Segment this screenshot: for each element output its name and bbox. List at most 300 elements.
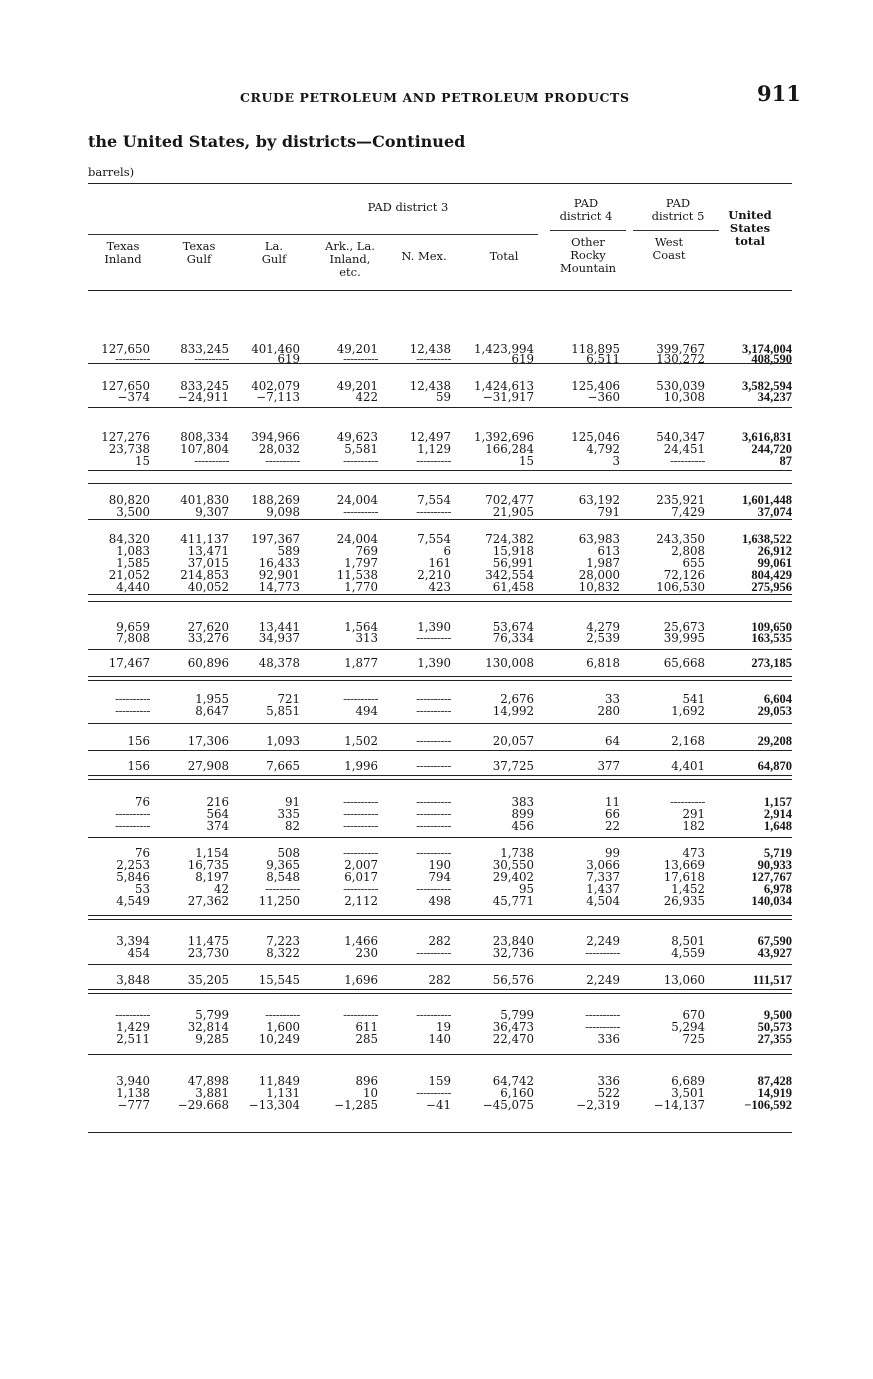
cell-texas-inland: ---------- <box>115 819 150 833</box>
cell-united-states-total: 14,919 <box>757 1086 792 1100</box>
cell-total: 1,392,696 <box>473 430 534 444</box>
cell-texas-inland: 127,276 <box>101 430 150 444</box>
cell-texas-gulf: 16,735 <box>187 858 229 872</box>
cell-total: 29,402 <box>492 870 534 884</box>
cell-united-states-total: 408,590 <box>751 352 792 366</box>
cell-total: 15 <box>518 454 534 468</box>
cell-ark-la-inland: ---------- <box>343 505 378 519</box>
cell-west-coast: 106,530 <box>656 580 705 594</box>
table-title: the United States, by districts—Continued <box>88 132 466 151</box>
cell-united-states-total: 50,573 <box>757 1020 792 1034</box>
table-row <box>88 974 792 987</box>
cell-texas-gulf: 3,881 <box>195 1086 229 1100</box>
cell-texas-gulf: 5,799 <box>195 1008 229 1022</box>
cell-west-coast: 72,126 <box>663 568 705 582</box>
table-row <box>88 947 792 960</box>
cell-total: 619 <box>511 352 534 366</box>
cell-n-mex: ---------- <box>416 795 451 809</box>
cell-other-rocky-mountain: 2,249 <box>586 973 620 987</box>
cell-la-gulf: 394,966 <box>251 430 300 444</box>
cell-united-states-total: 26,912 <box>757 544 792 558</box>
cell-texas-inland: −777 <box>117 1098 150 1112</box>
cell-la-gulf: 82 <box>284 819 300 833</box>
cell-west-coast: 243,350 <box>656 532 705 546</box>
cell-la-gulf: 188,269 <box>251 493 300 507</box>
cell-total: 5,799 <box>500 1008 534 1022</box>
cell-texas-inland: 4,440 <box>116 580 150 594</box>
cell-total: −45,075 <box>482 1098 534 1112</box>
cell-la-gulf: 11,849 <box>258 1074 300 1088</box>
cell-west-coast: 25,673 <box>663 620 705 634</box>
cell-ark-la-inland: ---------- <box>343 692 378 706</box>
cell-united-states-total: 3,616,831 <box>742 430 792 444</box>
cell-total: 61,458 <box>492 580 534 594</box>
cell-total: 32,736 <box>492 946 534 960</box>
cell-other-rocky-mountain: 125,406 <box>571 379 620 393</box>
cell-other-rocky-mountain: 33 <box>604 692 620 706</box>
cell-west-coast: 291 <box>682 807 705 821</box>
cell-texas-gulf: 833,245 <box>180 342 229 356</box>
cell-ark-la-inland: 2,007 <box>344 858 378 872</box>
row-rule <box>88 483 792 484</box>
cell-texas-inland: 80,820 <box>108 493 150 507</box>
cell-ark-la-inland: 1,996 <box>344 759 378 773</box>
cell-la-gulf: 589 <box>277 544 300 558</box>
cell-texas-gulf: 35,205 <box>187 973 229 987</box>
cell-other-rocky-mountain: 522 <box>597 1086 620 1100</box>
cell-texas-gulf: −24,911 <box>177 390 229 404</box>
cell-texas-inland: 5,846 <box>116 870 150 884</box>
cell-texas-inland: 3,394 <box>116 934 150 948</box>
cell-ark-la-inland: 313 <box>355 631 378 645</box>
cell-n-mex: 282 <box>428 934 451 948</box>
cell-la-gulf: 1,600 <box>266 1020 300 1034</box>
cell-other-rocky-mountain: 377 <box>597 759 620 773</box>
cell-united-states-total: 163,535 <box>751 631 792 645</box>
cell-n-mex: 794 <box>428 870 451 884</box>
cell-ark-la-inland: 1,564 <box>344 620 378 634</box>
table-row <box>88 735 792 748</box>
cell-other-rocky-mountain: 613 <box>597 544 620 558</box>
cell-la-gulf: 91 <box>284 795 300 809</box>
cell-west-coast: 65,668 <box>663 656 705 670</box>
cell-texas-inland: 9,659 <box>116 620 150 634</box>
cell-texas-gulf: 214,853 <box>180 568 229 582</box>
row-rule <box>88 993 792 994</box>
cell-united-states-total: 67,590 <box>757 934 792 948</box>
header-la-gulf: La. Gulf <box>261 239 287 266</box>
cell-la-gulf: 721 <box>277 692 300 706</box>
cell-n-mex: 282 <box>428 973 451 987</box>
cell-n-mex: ---------- <box>416 1008 451 1022</box>
cell-united-states-total: 87 <box>779 454 792 468</box>
cell-total: 36,473 <box>492 1020 534 1034</box>
header-total: Total <box>489 249 519 263</box>
cell-n-mex: −41 <box>426 1098 451 1112</box>
header-west-coast: West Coast <box>652 235 686 262</box>
cell-texas-inland: 127,650 <box>101 342 150 356</box>
cell-total: 64,742 <box>492 1074 534 1088</box>
cell-ark-la-inland: 24,004 <box>336 532 378 546</box>
cell-united-states-total: 6,978 <box>763 882 792 896</box>
cell-texas-inland: ---------- <box>115 704 150 718</box>
cell-other-rocky-mountain: 4,279 <box>586 620 620 634</box>
cell-other-rocky-mountain: 66 <box>604 807 620 821</box>
cell-west-coast: 655 <box>682 556 705 570</box>
cell-texas-gulf: 60,896 <box>187 656 229 670</box>
cell-united-states-total: −106,592 <box>744 1098 792 1112</box>
cell-ark-la-inland: ---------- <box>343 1008 378 1022</box>
header-other-rocky-mountain: Other Rocky Mountain <box>559 235 617 275</box>
cell-west-coast: 1,452 <box>671 882 705 896</box>
cell-texas-gulf: 1,154 <box>195 846 229 860</box>
cell-total: 166,284 <box>485 442 534 456</box>
cell-texas-gulf: 401,830 <box>180 493 229 507</box>
cell-texas-gulf: 107,804 <box>180 442 229 456</box>
cell-united-states-total: 1,601,448 <box>742 493 792 507</box>
cell-total: 95 <box>518 882 534 896</box>
cell-n-mex: 12,497 <box>409 430 451 444</box>
cell-other-rocky-mountain: ---------- <box>585 1008 620 1022</box>
cell-total: 1,738 <box>500 846 534 860</box>
cell-ark-la-inland: 1,502 <box>344 734 378 748</box>
cell-n-mex: 7,554 <box>417 493 451 507</box>
pad5-underline <box>633 230 719 231</box>
cell-ark-la-inland: 49,201 <box>336 379 378 393</box>
cell-ark-la-inland: 230 <box>355 946 378 960</box>
row-rule <box>88 519 792 520</box>
cell-total: 45,771 <box>492 894 534 908</box>
cell-west-coast: 8,501 <box>671 934 705 948</box>
cell-texas-gulf: 833,245 <box>180 379 229 393</box>
cell-other-rocky-mountain: 791 <box>597 505 620 519</box>
cell-texas-inland: ---------- <box>115 352 150 366</box>
cell-texas-inland: 21,052 <box>108 568 150 582</box>
cell-ark-la-inland: 49,201 <box>336 342 378 356</box>
cell-united-states-total: 64,870 <box>757 759 792 773</box>
cell-texas-gulf: 17,306 <box>187 734 229 748</box>
cell-n-mex: ---------- <box>416 759 451 773</box>
cell-west-coast: 24,451 <box>663 442 705 456</box>
cell-total: 37,725 <box>492 759 534 773</box>
header-ark-la-inland: Ark., La. Inland, etc. <box>325 239 375 279</box>
cell-texas-gulf: 808,334 <box>180 430 229 444</box>
table-row <box>88 353 792 366</box>
cell-la-gulf: 508 <box>277 846 300 860</box>
row-rule <box>88 601 792 602</box>
cell-other-rocky-mountain: 280 <box>597 704 620 718</box>
cell-la-gulf: 1,093 <box>266 734 300 748</box>
cell-n-mex: ---------- <box>416 692 451 706</box>
row-rule <box>88 470 792 471</box>
cell-united-states-total: 111,517 <box>752 973 792 987</box>
cell-ark-la-inland: 10 <box>362 1086 378 1100</box>
row-rule <box>88 989 792 990</box>
cell-n-mex: ---------- <box>416 704 451 718</box>
cell-west-coast: 3,501 <box>671 1086 705 1100</box>
cell-texas-gulf: 564 <box>206 807 229 821</box>
cell-united-states-total: 3,582,594 <box>742 379 792 393</box>
cell-texas-inland: 1,429 <box>116 1020 150 1034</box>
cell-total: −31,917 <box>482 390 534 404</box>
cell-west-coast: 399,767 <box>656 342 705 356</box>
cell-united-states-total: 29,053 <box>757 704 792 718</box>
cell-west-coast: 13,669 <box>663 858 705 872</box>
cell-ark-la-inland: 1,877 <box>344 656 378 670</box>
cell-texas-gulf: 9,285 <box>195 1032 229 1046</box>
cell-texas-gulf: −29.668 <box>177 1098 229 1112</box>
cell-west-coast: −14,137 <box>653 1098 705 1112</box>
cell-texas-inland: 7,808 <box>116 631 150 645</box>
cell-other-rocky-mountain: −360 <box>587 390 620 404</box>
running-head-title: CRUDE PETROLEUM AND PETROLEUM PRODUCTS <box>240 90 630 105</box>
table-row <box>88 820 792 833</box>
cell-other-rocky-mountain: 1,437 <box>586 882 620 896</box>
cell-texas-inland: −374 <box>117 390 150 404</box>
cell-la-gulf: 92,901 <box>258 568 300 582</box>
cell-la-gulf: ---------- <box>265 882 300 896</box>
table-row <box>88 455 792 468</box>
cell-n-mex: 2,210 <box>417 568 451 582</box>
row-rule <box>88 649 792 650</box>
cell-la-gulf: 9,098 <box>266 505 300 519</box>
cell-texas-inland: 3,940 <box>116 1074 150 1088</box>
cell-n-mex: ---------- <box>416 505 451 519</box>
cell-united-states-total: 1,157 <box>763 795 792 809</box>
cell-texas-inland: 156 <box>127 734 150 748</box>
header-pad-district-4: PAD district 4 <box>559 196 613 223</box>
cell-united-states-total: 1,648 <box>763 819 792 833</box>
cell-n-mex: 1,390 <box>417 656 451 670</box>
cell-texas-gulf: 40,052 <box>187 580 229 594</box>
cell-texas-gulf: 216 <box>206 795 229 809</box>
cell-other-rocky-mountain: 64 <box>604 734 620 748</box>
cell-total: 20,057 <box>492 734 534 748</box>
cell-ark-la-inland: 2,112 <box>344 894 378 908</box>
cell-texas-gulf: 8,647 <box>195 704 229 718</box>
row-rule <box>88 723 792 724</box>
cell-texas-inland: 454 <box>127 946 150 960</box>
cell-united-states-total: 6,604 <box>763 692 792 706</box>
cell-texas-inland: ---------- <box>115 692 150 706</box>
cell-n-mex: 140 <box>428 1032 451 1046</box>
cell-la-gulf: 5,851 <box>266 704 300 718</box>
cell-n-mex: ---------- <box>416 807 451 821</box>
cell-united-states-total: 99,061 <box>757 556 792 570</box>
cell-other-rocky-mountain: 6,818 <box>586 656 620 670</box>
header-pad-district-5: PAD district 5 <box>651 196 705 223</box>
cell-united-states-total: 27,355 <box>757 1032 792 1046</box>
cell-texas-inland: 4,549 <box>116 894 150 908</box>
cell-n-mex: ---------- <box>416 819 451 833</box>
cell-west-coast: 670 <box>682 1008 705 1022</box>
cell-united-states-total: 34,237 <box>757 390 792 404</box>
cell-west-coast: 540,347 <box>656 430 705 444</box>
cell-texas-gulf: 11,475 <box>187 934 229 948</box>
cell-other-rocky-mountain: 3 <box>612 454 620 468</box>
row-rule <box>88 594 792 595</box>
cell-n-mex: ---------- <box>416 846 451 860</box>
cell-texas-inland: 84,320 <box>108 532 150 546</box>
cell-texas-gulf: ---------- <box>194 352 229 366</box>
header-united-states-total: United States total <box>728 208 772 248</box>
cell-other-rocky-mountain: 11 <box>604 795 620 809</box>
cell-other-rocky-mountain: −2,319 <box>576 1098 620 1112</box>
cell-total: 15,918 <box>492 544 534 558</box>
cell-west-coast: 5,294 <box>671 1020 705 1034</box>
cell-la-gulf: 13,441 <box>258 620 300 634</box>
cell-ark-la-inland: ---------- <box>343 846 378 860</box>
cell-la-gulf: 11,250 <box>258 894 300 908</box>
cell-texas-inland: 1,585 <box>116 556 150 570</box>
cell-la-gulf: 8,548 <box>266 870 300 884</box>
cell-ark-la-inland: ---------- <box>343 352 378 366</box>
cell-la-gulf: 16,433 <box>258 556 300 570</box>
row-rule <box>88 750 792 751</box>
table-row <box>88 1099 792 1112</box>
cell-texas-gulf: 32,814 <box>187 1020 229 1034</box>
cell-n-mex: 12,438 <box>409 342 451 356</box>
cell-total: 383 <box>511 795 534 809</box>
row-rule <box>88 779 792 780</box>
cell-west-coast: 7,429 <box>671 505 705 519</box>
row-rule <box>88 775 792 776</box>
table-row <box>88 632 792 645</box>
row-rule <box>88 407 792 408</box>
cell-n-mex: ---------- <box>416 352 451 366</box>
cell-total: 30,550 <box>492 858 534 872</box>
cell-la-gulf: 402,079 <box>251 379 300 393</box>
row-rule <box>88 1054 792 1055</box>
cell-ark-la-inland: 769 <box>355 544 378 558</box>
cell-total: 56,991 <box>492 556 534 570</box>
cell-ark-la-inland: −1,285 <box>334 1098 378 1112</box>
cell-texas-gulf: 23,730 <box>187 946 229 960</box>
cell-ark-la-inland: 24,004 <box>336 493 378 507</box>
cell-texas-gulf: 33,276 <box>187 631 229 645</box>
cell-west-coast: 4,559 <box>671 946 705 960</box>
cell-texas-inland: 127,650 <box>101 379 150 393</box>
cell-west-coast: 2,168 <box>671 734 705 748</box>
cell-la-gulf: 15,545 <box>258 973 300 987</box>
cell-other-rocky-mountain: 22 <box>604 819 620 833</box>
cell-la-gulf: 1,131 <box>266 1086 300 1100</box>
cell-la-gulf: 7,665 <box>266 759 300 773</box>
cell-la-gulf: 48,378 <box>258 656 300 670</box>
cell-texas-inland: 76 <box>134 846 150 860</box>
cell-other-rocky-mountain: 99 <box>604 846 620 860</box>
cell-other-rocky-mountain: 63,192 <box>578 493 620 507</box>
cell-texas-gulf: 374 <box>206 819 229 833</box>
cell-ark-la-inland: ---------- <box>343 819 378 833</box>
cell-west-coast: 473 <box>682 846 705 860</box>
cell-texas-gulf: 42 <box>213 882 229 896</box>
table-row <box>88 391 792 404</box>
cell-other-rocky-mountain: 3,066 <box>586 858 620 872</box>
table-row <box>88 760 792 773</box>
unit-note: barrels) <box>88 165 135 179</box>
cell-n-mex: 161 <box>428 556 451 570</box>
cell-ark-la-inland: 1,797 <box>344 556 378 570</box>
cell-la-gulf: 34,937 <box>258 631 300 645</box>
cell-west-coast: ---------- <box>670 795 705 809</box>
cell-n-mex: ---------- <box>416 1086 451 1100</box>
cell-la-gulf: 619 <box>277 352 300 366</box>
cell-other-rocky-mountain: 4,504 <box>586 894 620 908</box>
cell-other-rocky-mountain: 1,987 <box>586 556 620 570</box>
cell-other-rocky-mountain: 4,792 <box>586 442 620 456</box>
cell-total: 6,160 <box>500 1086 534 1100</box>
cell-ark-la-inland: 1,770 <box>344 580 378 594</box>
cell-la-gulf: 10,249 <box>258 1032 300 1046</box>
cell-ark-la-inland: 11,538 <box>336 568 378 582</box>
cell-other-rocky-mountain: 125,046 <box>571 430 620 444</box>
cell-ark-la-inland: 5,581 <box>344 442 378 456</box>
cell-ark-la-inland: ---------- <box>343 795 378 809</box>
cell-n-mex: ---------- <box>416 454 451 468</box>
cell-n-mex: 423 <box>428 580 451 594</box>
cell-other-rocky-mountain: 10,832 <box>578 580 620 594</box>
cell-west-coast: 39,995 <box>663 631 705 645</box>
cell-total: 456 <box>511 819 534 833</box>
cell-texas-inland: 1,083 <box>116 544 150 558</box>
row-rule <box>88 1132 792 1133</box>
table-row <box>88 895 792 908</box>
cell-texas-inland: 1,138 <box>116 1086 150 1100</box>
row-rule <box>88 915 792 916</box>
cell-united-states-total: 140,034 <box>751 894 792 908</box>
cell-n-mex: 6 <box>443 544 451 558</box>
header-texas-inland: Texas Inland <box>104 239 142 266</box>
table-row <box>88 581 792 594</box>
cell-united-states-total: 37,074 <box>757 505 792 519</box>
cell-texas-gulf: 37,015 <box>187 556 229 570</box>
table-top-rule <box>88 183 792 184</box>
table-row <box>88 657 792 670</box>
cell-total: 56,576 <box>492 973 534 987</box>
cell-n-mex: ---------- <box>416 631 451 645</box>
cell-n-mex: 12,438 <box>409 379 451 393</box>
cell-n-mex: 7,554 <box>417 532 451 546</box>
cell-texas-inland: 156 <box>127 759 150 773</box>
cell-west-coast: 541 <box>682 692 705 706</box>
cell-ark-la-inland: 896 <box>355 1074 378 1088</box>
cell-other-rocky-mountain: 63,983 <box>578 532 620 546</box>
cell-west-coast: 235,921 <box>656 493 705 507</box>
row-rule <box>88 919 792 920</box>
cell-texas-inland: 3,848 <box>116 973 150 987</box>
cell-texas-inland: ---------- <box>115 807 150 821</box>
cell-west-coast: 130,272 <box>656 352 705 366</box>
cell-total: 130,008 <box>485 656 534 670</box>
cell-west-coast: 13,060 <box>663 973 705 987</box>
cell-la-gulf: 9,365 <box>266 858 300 872</box>
cell-other-rocky-mountain: 6,511 <box>586 352 620 366</box>
cell-la-gulf: −13,304 <box>248 1098 300 1112</box>
cell-ark-la-inland: ---------- <box>343 807 378 821</box>
cell-united-states-total: 273,185 <box>751 656 792 670</box>
cell-ark-la-inland: 6,017 <box>344 870 378 884</box>
cell-texas-gulf: 27,362 <box>187 894 229 908</box>
cell-ark-la-inland: 1,466 <box>344 934 378 948</box>
cell-other-rocky-mountain: 336 <box>597 1032 620 1046</box>
cell-united-states-total: 3,174,004 <box>742 342 792 356</box>
cell-united-states-total: 29,208 <box>757 734 792 748</box>
cell-ark-la-inland: 285 <box>355 1032 378 1046</box>
cell-united-states-total: 127,767 <box>751 870 792 884</box>
cell-la-gulf: ---------- <box>265 1008 300 1022</box>
cell-n-mex: 1,390 <box>417 620 451 634</box>
